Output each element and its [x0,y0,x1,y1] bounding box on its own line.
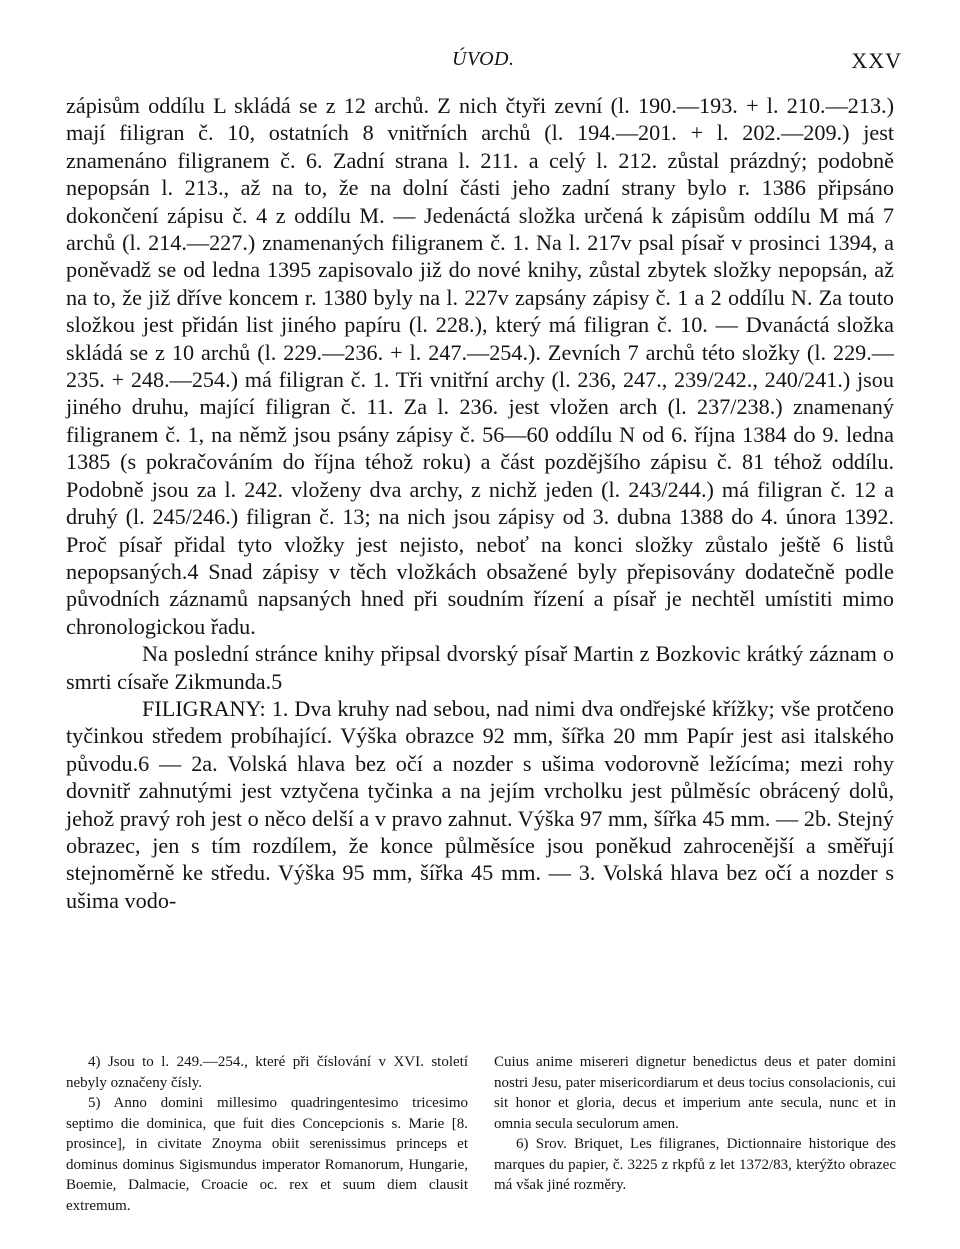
footnote-5-continued: Cuius anime misereri dignetur benedictus deus et pater domini nostri Jesu, pater misericordiarum et deus tocius consolacionis, cui sit honor et gloria, decus et imperium ante secula, nunc et in omnia secula seculorum amen. [494,1054,896,1132]
footnote-column-right [494,1052,896,1196]
paragraph-binding-description: zápisům oddílu L skládá se z 12 archů. Z nich čtyři zevní (l. 190.—193. + l. 210.—213.) mají filigran č. 10, ostatních 8 vnitřních archů (l. 194.—201. + l. 202.—209.) jest znamenáno filigranem č. 6. Zadní strana l. 211. a celý l. 212. zůstal prázdný; podobně nepopsán l. 213., až na to, že na dolní části jeho zadní strany bylo r. 1386 připsáno dokončení zápisu č. 4 z oddílu M. — Jedenáctá složka určená k zápisům oddílu M má 7 archů (l. 214.—227.) znamenaných filigranem č. 1. Na l. 217v psal písař v prosinci 1394, a poněvadž se od ledna 1395 zapisovalo již do nové knihy, zůstal zbytek složky nepopsán, až na to, že již dříve koncem r. 1380 byly na l. 227v zapsány zápisy č. 1 a 2 oddílu N. Za touto složkou jest přidán list jiného papíru (l. 228.), který má filigran č. 10. — Dvanáctá složka skládá se z 10 archů (l. 229.—236. + l. 247.—254.). Zevních 7 archů této složky (l. 229.—235. + 248.—254.) má filigran č. 1. Tři vnitřní archy (l. 236, 247., 239/242., 240/241.) jsou jiného druhu, mající filigran č. 11. Za l. 236. jest vložen arch (l. 237/238.) znamenaný filigranem č. 1, na němž jsou psány zápisy č. 56—60 oddílu N od 6. října 1384 do 9. ledna 1385 (s pokračováním do října téhož roku) a část pozdějšího zápisu č. 81 téhož oddílu. Podobně jsou za l. 242. vloženy dva archy, z nichž jeden (l. 243/244.) má filigran č. 12 a druhý (l. 245/246.) filigran č. 13; na nich jsou zápisy od 3. dubna 1388 do 4. února 1392. Proč písař přidal tyto vložky jest nejisto, neboť na konci složky zůstalo ještě 6 listů nepopsaných.4 Snad zápisy v těch vložkách obsažené byly přepisovány dodatečně podle původních záznamů napsaných hned při soudním řízení a písař je nechtěl umístiti mimo chronologickou řadu. [66,93,894,639]
main-text [66,92,894,914]
footnote-6: 6) Srov. Briquet, Les filigranes, Dictionnaire historique des marques du papier, č. 3225 z rkpfů z let 1372/83, kterýžto obrazec má však jiné rozměry. [494,1136,896,1193]
paragraph-watermarks: FILIGRANY: 1. Dva kruhy nad sebou, nad nimi dva ondřejské křížky; vše protčeno tyčinkou středem probíhající. Výška obrazce 92 mm, šířka 20 mm Papír jest asi italského původu.6 — 2a. Volská hlava bez očí a nozder s ušima vodorovně ležícíma; mezi rohy dovnitř zahnutými jest vztyčena tyčinka a na jejím vrcholku jest půlměsíc obrácený dolů, jehož pravý roh jest o něco delší a v pravo zahnut. Výška 97 mm, šířka 45 mm. — 2b. Stejný obrazec, jen s tím rozdílem, že konce půlměsíce jsou poněkud zahrocenější a směřují stejnoměrně ke středu. Výška 95 mm, šířka 45 mm. — 3. Volská hlava bez očí a nozder s ušima vodo- [66,695,894,913]
running-title: ÚVOD. [452,48,515,70]
footnote-4: 4) Jsou to l. 249.—254., které při číslování v XVI. století nebyly označeny čísly. [66,1054,468,1091]
page-header [0,40,960,80]
page-number: XXV [851,48,902,73]
footnote-column-left [66,1052,468,1216]
footnotes [66,1052,894,1242]
paragraph-last-page-note: Na poslední stránce knihy připsal dvorský písař Martin z Bozkovic krátký záznam o smrti císaře Zikmunda.5 [66,641,894,694]
footnote-5: 5) Anno domini millesimo quadringentesimo tricesimo septimo die dominica, que fuit dies Concepcionis s. Marie [8. prosince], in civitate Znoyma obiit serenissimus princeps et dominus dominus Sigismundus imperator Romanorum, Hungarie, Boemie, Dalmacie, Croacie oc. rex et suum diem clausit extremum. [66,1095,468,1214]
